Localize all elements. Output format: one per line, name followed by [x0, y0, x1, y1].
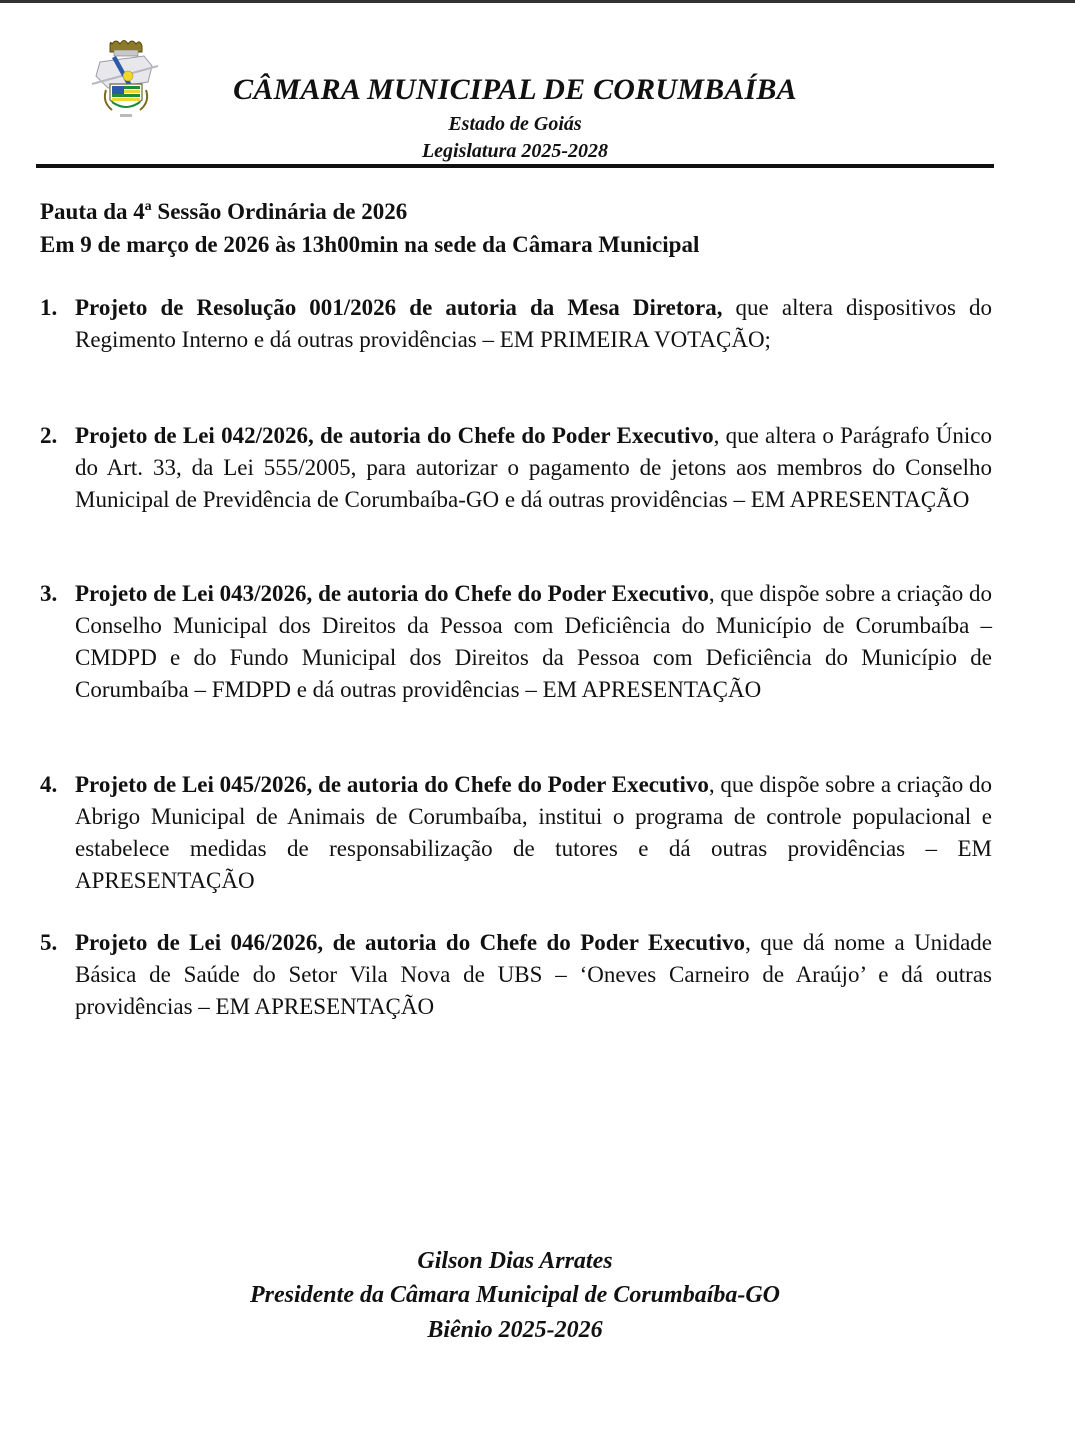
institution-title: CÂMARA MUNICIPAL DE CORUMBAÍBA [233, 73, 797, 106]
signatory-term: Biênio 2025-2026 [427, 1317, 603, 1343]
agenda-item-description: que altera dispositivos do Regimento Interno e dá outras providências – EM PRIMEIRA VOTAÇÃO; [75, 295, 993, 352]
agenda-item-description: , que dispõe sobre a criação do Abrigo Municipal de Animais de Corumbaíba, institui o programa de controle populacional e estabelece medidas de responsabilização de tutores e dá outras providências – EM APRESENTAÇÃO [75, 772, 993, 893]
signatory-role: Presidente da Câmara Municipal de Corumbaíba-GO [249, 1282, 781, 1308]
top-border [0, 0, 1075, 3]
agenda-item-heading: Projeto de Lei 042/2026, de autoria do Chefe do Poder Executivo [75, 423, 714, 448]
agenda-item-description: , que dispõe sobre a criação do Conselho Municipal dos Direitos da Pessoa com Deficiência do Município de Corumbaíba – CMDPD e do Fundo Municipal dos Direitos da Pessoa com Deficiência do Município de Corumbaíba – FMDPD e dá outras providências – EM APRESENTAÇÃO [75, 581, 993, 702]
agenda-item-text [75, 927, 992, 1023]
agenda-item-heading: Projeto de Lei 045/2026, de autoria do Chefe do Poder Executivo [75, 772, 709, 797]
agenda-item-heading: Projeto de Resolução 001/2026 de autoria da Mesa Diretora, [75, 295, 723, 320]
agenda-item-heading: Projeto de Lei 046/2026, de autoria do Chefe do Poder Executivo [75, 930, 746, 955]
header-divider [36, 164, 994, 168]
agenda-item-text [75, 292, 992, 356]
agenda-item-number: 3. [40, 581, 58, 606]
agenda-item [40, 578, 992, 706]
agenda-item [40, 927, 992, 1023]
agenda-item-number: 2. [40, 423, 58, 448]
agenda-item-number: 1. [40, 295, 58, 320]
state-name: Estado de Goiás [448, 113, 582, 135]
agenda-item-description: , que dá nome a Unidade Básica de Saúde do Setor Vila Nova de UBS – ‘Oneves Carneiro de Araújo’ e dá outras providências – EM APRESENTAÇÃO [75, 930, 992, 1019]
agenda-item [40, 420, 992, 516]
agenda-item-text [75, 420, 992, 516]
session-title: Pauta da 4ª Sessão Ordinária de 2026 [40, 199, 408, 224]
agenda-item-number: 4. [40, 772, 58, 797]
agenda-item-description: , que altera o Parágrafo Único do Art. 33, da Lei 555/2005, para autorizar o pagamento de jetons aos membros do Conselho Municipal de Previdência de Corumbaíba-GO e dá outras providências – EM APRESENTAÇÃO [75, 423, 992, 512]
signatory-name: Gilson Dias Arrates [417, 1248, 613, 1274]
agenda-item-heading: Projeto de Lei 043/2026, de autoria do Chefe do Poder Executivo [75, 581, 709, 606]
agenda-item [40, 292, 992, 356]
agenda-item-number: 5. [40, 930, 58, 955]
agenda-item [40, 769, 992, 897]
session-date-place: Em 9 de março de 2026 às 13h00min na sede da Câmara Municipal [40, 232, 700, 257]
legislature-period: Legislatura 2025-2028 [421, 140, 609, 162]
agenda-item-text [75, 578, 992, 706]
agenda-item-text [75, 769, 992, 897]
